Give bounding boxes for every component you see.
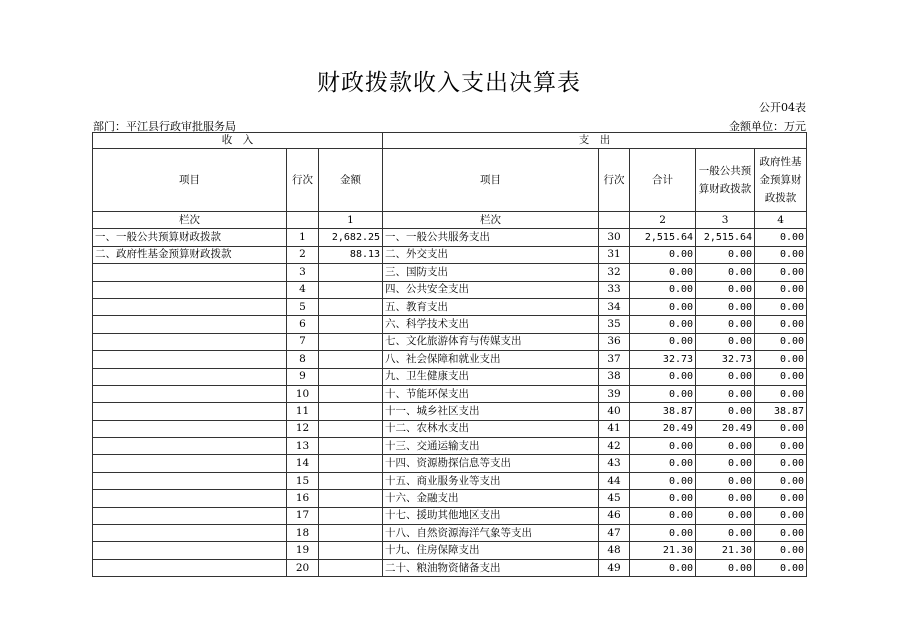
- expense-line-cell: 36: [599, 333, 630, 350]
- table-row: [93, 229, 807, 246]
- gov-fund-cell: 0.00: [755, 472, 807, 489]
- header-income-item: 项目: [93, 149, 287, 212]
- expense-line-cell: 34: [599, 298, 630, 315]
- general-budget-cell: 0.00: [696, 438, 755, 455]
- income-amount-cell: [319, 385, 383, 402]
- income-item-cell: [93, 438, 287, 455]
- income-line-cell: 11: [287, 403, 319, 420]
- total-cell: 32.73: [630, 351, 696, 368]
- index-label-income: 栏次: [93, 212, 287, 229]
- expense-item-cell: 一、一般公共服务支出: [383, 229, 599, 246]
- index-general: 3: [696, 212, 755, 229]
- table-row: [93, 298, 807, 315]
- general-budget-cell: 0.00: [696, 264, 755, 281]
- gov-fund-cell: 0.00: [755, 246, 807, 263]
- expense-item-cell: 十九、住房保障支出: [383, 542, 599, 559]
- expense-line-cell: 39: [599, 385, 630, 402]
- total-cell: 0.00: [630, 316, 696, 333]
- income-amount-cell: [319, 351, 383, 368]
- income-section-header: 收 入: [93, 133, 383, 149]
- income-line-cell: 17: [287, 507, 319, 524]
- gov-fund-cell: 0.00: [755, 385, 807, 402]
- general-budget-cell: 0.00: [696, 246, 755, 263]
- general-budget-cell: 32.73: [696, 351, 755, 368]
- general-budget-cell: 20.49: [696, 420, 755, 437]
- index-total: 2: [630, 212, 696, 229]
- column-header-row: [93, 149, 807, 212]
- gov-fund-cell: 0.00: [755, 333, 807, 350]
- income-line-cell: 10: [287, 385, 319, 402]
- income-item-cell: [93, 525, 287, 542]
- income-item-cell: 二、政府性基金预算财政拨款: [93, 246, 287, 263]
- unit-label: 金额单位：万元: [729, 120, 806, 133]
- general-budget-cell: 0.00: [696, 472, 755, 489]
- income-amount-cell: [319, 525, 383, 542]
- total-cell: 0.00: [630, 472, 696, 489]
- total-cell: 0.00: [630, 559, 696, 576]
- income-line-cell: 15: [287, 472, 319, 489]
- expense-line-cell: 41: [599, 420, 630, 437]
- expense-item-cell: 二十、粮油物资储备支出: [383, 559, 599, 576]
- expense-section-header: 支 出: [383, 133, 807, 149]
- total-cell: 0.00: [630, 264, 696, 281]
- expense-item-cell: 十七、援助其他地区支出: [383, 507, 599, 524]
- income-line-cell: 1: [287, 229, 319, 246]
- gov-fund-cell: 0.00: [755, 316, 807, 333]
- table-row: [93, 542, 807, 559]
- index-amount: 1: [319, 212, 383, 229]
- total-cell: 0.00: [630, 525, 696, 542]
- income-amount-cell: [319, 316, 383, 333]
- total-cell: 0.00: [630, 438, 696, 455]
- gov-fund-cell: 0.00: [755, 420, 807, 437]
- table-row: [93, 246, 807, 263]
- expense-item-cell: 三、国防支出: [383, 264, 599, 281]
- general-budget-cell: 0.00: [696, 559, 755, 576]
- gov-fund-cell: 0.00: [755, 368, 807, 385]
- expense-item-cell: 十六、金融支出: [383, 490, 599, 507]
- expense-item-cell: 五、教育支出: [383, 298, 599, 315]
- department-label: 部门：平江县行政审批服务局: [93, 120, 236, 133]
- expense-line-cell: 46: [599, 507, 630, 524]
- income-line-cell: 7: [287, 333, 319, 350]
- expense-line-cell: 45: [599, 490, 630, 507]
- table-row: [93, 385, 807, 402]
- income-line-cell: 3: [287, 264, 319, 281]
- expense-item-cell: 六、科学技术支出: [383, 316, 599, 333]
- income-line-cell: 20: [287, 559, 319, 576]
- income-item-cell: [93, 368, 287, 385]
- income-line-cell: 8: [287, 351, 319, 368]
- income-amount-cell: [319, 298, 383, 315]
- expense-line-cell: 42: [599, 438, 630, 455]
- total-cell: 21.30: [630, 542, 696, 559]
- total-cell: 0.00: [630, 333, 696, 350]
- total-cell: 38.87: [630, 403, 696, 420]
- income-line-cell: 9: [287, 368, 319, 385]
- total-cell: 0.00: [630, 281, 696, 298]
- total-cell: 0.00: [630, 246, 696, 263]
- expense-line-cell: 49: [599, 559, 630, 576]
- table-row: [93, 281, 807, 298]
- income-line-cell: 2: [287, 246, 319, 263]
- table-row: [93, 525, 807, 542]
- total-cell: 0.00: [630, 298, 696, 315]
- income-item-cell: [93, 472, 287, 489]
- table-row: [93, 333, 807, 350]
- header-expense-line: 行次: [599, 149, 630, 212]
- income-line-cell: 12: [287, 420, 319, 437]
- expense-item-cell: 八、社会保障和就业支出: [383, 351, 599, 368]
- income-item-cell: [93, 490, 287, 507]
- income-item-cell: [93, 559, 287, 576]
- total-cell: 0.00: [630, 385, 696, 402]
- income-amount-cell: [319, 542, 383, 559]
- header-amount: 金额: [319, 149, 383, 212]
- expense-item-cell: 二、外交支出: [383, 246, 599, 263]
- general-budget-cell: 0.00: [696, 385, 755, 402]
- expense-item-cell: 七、文化旅游体育与传媒支出: [383, 333, 599, 350]
- table-row: [93, 507, 807, 524]
- expense-line-cell: 44: [599, 472, 630, 489]
- income-amount-cell: [319, 455, 383, 472]
- header-gov-fund: 政府性基金预算财政拨款: [755, 149, 807, 212]
- general-budget-cell: 0.00: [696, 455, 755, 472]
- index-empty: [287, 212, 319, 229]
- total-cell: 20.49: [630, 420, 696, 437]
- total-cell: 0.00: [630, 455, 696, 472]
- income-line-cell: 13: [287, 438, 319, 455]
- income-line-cell: 19: [287, 542, 319, 559]
- gov-fund-cell: 0.00: [755, 264, 807, 281]
- income-item-cell: [93, 298, 287, 315]
- income-item-cell: [93, 420, 287, 437]
- column-index-row: [93, 212, 807, 229]
- total-cell: 2,515.64: [630, 229, 696, 246]
- expense-item-cell: 十、节能环保支出: [383, 385, 599, 402]
- expense-line-cell: 32: [599, 264, 630, 281]
- expense-item-cell: 四、公共安全支出: [383, 281, 599, 298]
- gov-fund-cell: 0.00: [755, 559, 807, 576]
- expense-line-cell: 37: [599, 351, 630, 368]
- table-row: [93, 316, 807, 333]
- form-number: 公开04表: [759, 101, 806, 114]
- income-amount-cell: [319, 281, 383, 298]
- income-line-cell: 14: [287, 455, 319, 472]
- table-row: [93, 351, 807, 368]
- gov-fund-cell: 0.00: [755, 438, 807, 455]
- general-budget-cell: 0.00: [696, 368, 755, 385]
- header-total: 合计: [630, 149, 696, 212]
- general-budget-cell: 21.30: [696, 542, 755, 559]
- general-budget-cell: 0.00: [696, 490, 755, 507]
- income-amount-cell: [319, 420, 383, 437]
- general-budget-cell: 0.00: [696, 333, 755, 350]
- income-amount-cell: [319, 438, 383, 455]
- gov-fund-cell: 0.00: [755, 351, 807, 368]
- income-line-cell: 5: [287, 298, 319, 315]
- gov-fund-cell: 38.87: [755, 403, 807, 420]
- gov-fund-cell: 0.00: [755, 281, 807, 298]
- header-income-line: 行次: [287, 149, 319, 212]
- index-label-expense: 栏次: [383, 212, 599, 229]
- header-expense-item: 项目: [383, 149, 599, 212]
- section-header-row: [93, 133, 807, 149]
- index-fund: 4: [755, 212, 807, 229]
- expense-item-cell: 十八、自然资源海洋气象等支出: [383, 525, 599, 542]
- income-item-cell: [93, 542, 287, 559]
- table-row: [93, 455, 807, 472]
- income-line-cell: 16: [287, 490, 319, 507]
- header-general-budget: 一般公共预算财政拨款: [696, 149, 755, 212]
- expense-item-cell: 十二、农林水支出: [383, 420, 599, 437]
- income-item-cell: [93, 281, 287, 298]
- general-budget-cell: 0.00: [696, 507, 755, 524]
- income-amount-cell: [319, 333, 383, 350]
- income-item-cell: [93, 385, 287, 402]
- table-row: [93, 472, 807, 489]
- total-cell: 0.00: [630, 490, 696, 507]
- income-item-cell: [93, 455, 287, 472]
- income-line-cell: 6: [287, 316, 319, 333]
- income-amount-cell: [319, 507, 383, 524]
- gov-fund-cell: 0.00: [755, 229, 807, 246]
- table-row: [93, 403, 807, 420]
- total-cell: 0.00: [630, 507, 696, 524]
- expense-line-cell: 33: [599, 281, 630, 298]
- income-amount-cell: [319, 559, 383, 576]
- gov-fund-cell: 0.00: [755, 542, 807, 559]
- page-title: 财政拨款收入支出决算表: [317, 70, 581, 96]
- gov-fund-cell: 0.00: [755, 455, 807, 472]
- gov-fund-cell: 0.00: [755, 298, 807, 315]
- expense-item-cell: 十四、资源勘探信息等支出: [383, 455, 599, 472]
- income-amount-cell: 88.13: [319, 246, 383, 263]
- expense-item-cell: 十五、商业服务业等支出: [383, 472, 599, 489]
- expense-line-cell: 43: [599, 455, 630, 472]
- total-cell: 0.00: [630, 368, 696, 385]
- general-budget-cell: 2,515.64: [696, 229, 755, 246]
- expense-line-cell: 31: [599, 246, 630, 263]
- income-amount-cell: [319, 264, 383, 281]
- income-amount-cell: 2,682.25: [319, 229, 383, 246]
- income-amount-cell: [319, 490, 383, 507]
- income-item-cell: [93, 316, 287, 333]
- expense-line-cell: 35: [599, 316, 630, 333]
- income-item-cell: [93, 507, 287, 524]
- income-amount-cell: [319, 403, 383, 420]
- gov-fund-cell: 0.00: [755, 525, 807, 542]
- expense-item-cell: 九、卫生健康支出: [383, 368, 599, 385]
- table-row: [93, 490, 807, 507]
- income-item-cell: [93, 403, 287, 420]
- expense-item-cell: 十三、交通运输支出: [383, 438, 599, 455]
- general-budget-cell: 0.00: [696, 403, 755, 420]
- income-item-cell: [93, 351, 287, 368]
- general-budget-cell: 0.00: [696, 281, 755, 298]
- income-amount-cell: [319, 368, 383, 385]
- income-item-cell: [93, 333, 287, 350]
- income-item-cell: 一、一般公共预算财政拨款: [93, 229, 287, 246]
- income-item-cell: [93, 264, 287, 281]
- table-row: [93, 264, 807, 281]
- expense-line-cell: 38: [599, 368, 630, 385]
- finance-table: [92, 132, 807, 577]
- expense-line-cell: 30: [599, 229, 630, 246]
- expense-line-cell: 47: [599, 525, 630, 542]
- expense-line-cell: 40: [599, 403, 630, 420]
- expense-item-cell: 十一、城乡社区支出: [383, 403, 599, 420]
- index-empty: [599, 212, 630, 229]
- income-amount-cell: [319, 472, 383, 489]
- income-line-cell: 18: [287, 525, 319, 542]
- expense-line-cell: 48: [599, 542, 630, 559]
- general-budget-cell: 0.00: [696, 298, 755, 315]
- general-budget-cell: 0.00: [696, 525, 755, 542]
- table-row: [93, 420, 807, 437]
- general-budget-cell: 0.00: [696, 316, 755, 333]
- income-line-cell: 4: [287, 281, 319, 298]
- table-row: [93, 559, 807, 576]
- table-row: [93, 368, 807, 385]
- table-row: [93, 438, 807, 455]
- gov-fund-cell: 0.00: [755, 507, 807, 524]
- gov-fund-cell: 0.00: [755, 490, 807, 507]
